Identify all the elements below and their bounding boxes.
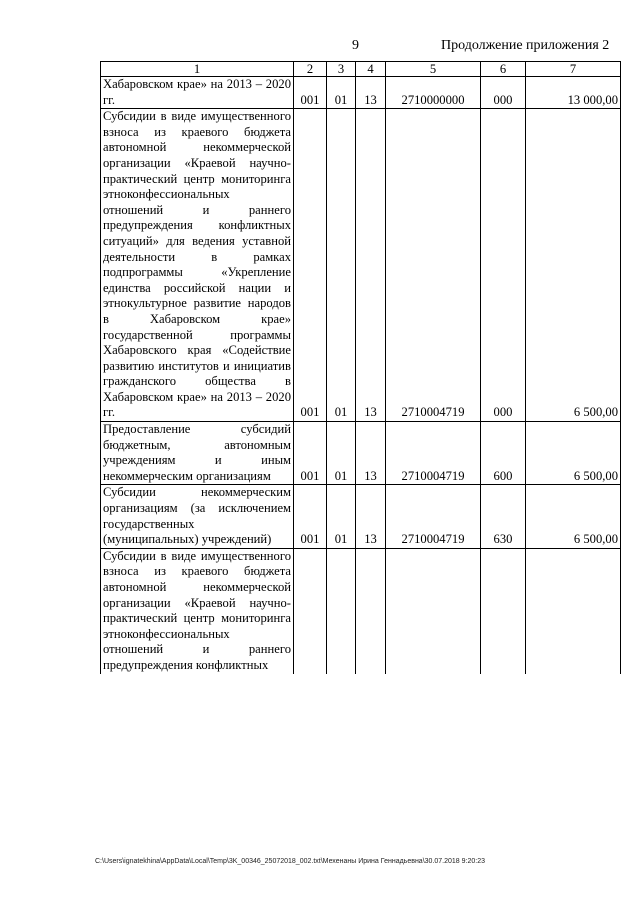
cell-subsection (356, 548, 386, 673)
cell-amount: 13 000,00 (526, 77, 621, 109)
cell-expense-type (481, 548, 526, 673)
column-header: 1 (101, 62, 294, 77)
row-name: Хабаровском крае» на 2013 – 2020 гг. (101, 77, 294, 109)
cell-admin-code: 001 (294, 485, 327, 548)
row-name: Предоставление субсидий бюджетным, автономным учреждениям и иным некоммерческим организациям (101, 422, 294, 485)
cell-section: 01 (327, 109, 356, 422)
cell-section: 01 (327, 422, 356, 485)
page-number: 9 (352, 38, 359, 53)
cell-target-article (386, 548, 481, 673)
cell-section (327, 548, 356, 673)
cell-amount: 6 500,00 (526, 485, 621, 548)
cell-target-article: 2710004719 (386, 109, 481, 422)
cell-amount: 6 500,00 (526, 109, 621, 422)
cell-target-article: 2710004719 (386, 485, 481, 548)
table-row (101, 109, 621, 422)
cell-subsection: 13 (356, 77, 386, 109)
cell-section: 01 (327, 77, 356, 109)
row-name: Субсидии в виде имущественного взноса из краевого бюджета автономной некоммерческой организации «Краевой научно-практический центр мониторинга этноконфессиональных отношений и раннего предупреждения конфликтных (101, 548, 294, 673)
cell-target-article: 2710004719 (386, 422, 481, 485)
row-name: Субсидии некоммерческим организациям (за исключением государственных (муниципальных) учреждений) (101, 485, 294, 548)
cell-admin-code (294, 548, 327, 673)
footer-file-path: C:\Users\ignatekhina\AppData\Local\Temp\3K_00346_25072018_002.txt\Мехенаны Ирина Геннадьевна\30.07.2018 9:20:23 (95, 858, 485, 865)
cell-expense-type: 600 (481, 422, 526, 485)
row-name: Субсидии в виде имущественного взноса из краевого бюджета автономной некоммерческой организации «Краевой научно-практический центр мониторинга этноконфессиональных отношений и раннего предупреждения конфликтных ситуаций» для ведения уставной деятельности в рамках подпрограммы «Укрепление единства российской нации и этнокультурное развитие народов в Хабаровском крае» государственной программы Хабаровского края «Содействие развитию институтов и инициатив гражданского общества в Хабаровском крае» на 2013 – 2020 гг. (101, 109, 294, 422)
column-header: 6 (481, 62, 526, 77)
column-header: 3 (327, 62, 356, 77)
column-header: 5 (386, 62, 481, 77)
cell-subsection: 13 (356, 422, 386, 485)
column-header: 4 (356, 62, 386, 77)
table-row (101, 422, 621, 485)
cell-amount (526, 548, 621, 673)
table-row (101, 77, 621, 109)
column-header: 7 (526, 62, 621, 77)
column-header: 2 (294, 62, 327, 77)
cell-subsection: 13 (356, 109, 386, 422)
cell-amount: 6 500,00 (526, 422, 621, 485)
table-row (101, 548, 621, 673)
cell-section: 01 (327, 485, 356, 548)
cell-admin-code: 001 (294, 109, 327, 422)
cell-expense-type: 630 (481, 485, 526, 548)
cell-admin-code: 001 (294, 77, 327, 109)
continuation-label: Продолжение приложения 2 (441, 38, 610, 53)
cell-target-article: 2710000000 (386, 77, 481, 109)
cell-admin-code: 001 (294, 422, 327, 485)
cell-expense-type: 000 (481, 109, 526, 422)
table-row (101, 485, 621, 548)
table-header-row (101, 62, 621, 77)
cell-expense-type: 000 (481, 77, 526, 109)
cell-subsection: 13 (356, 485, 386, 548)
budget-table (100, 61, 621, 674)
